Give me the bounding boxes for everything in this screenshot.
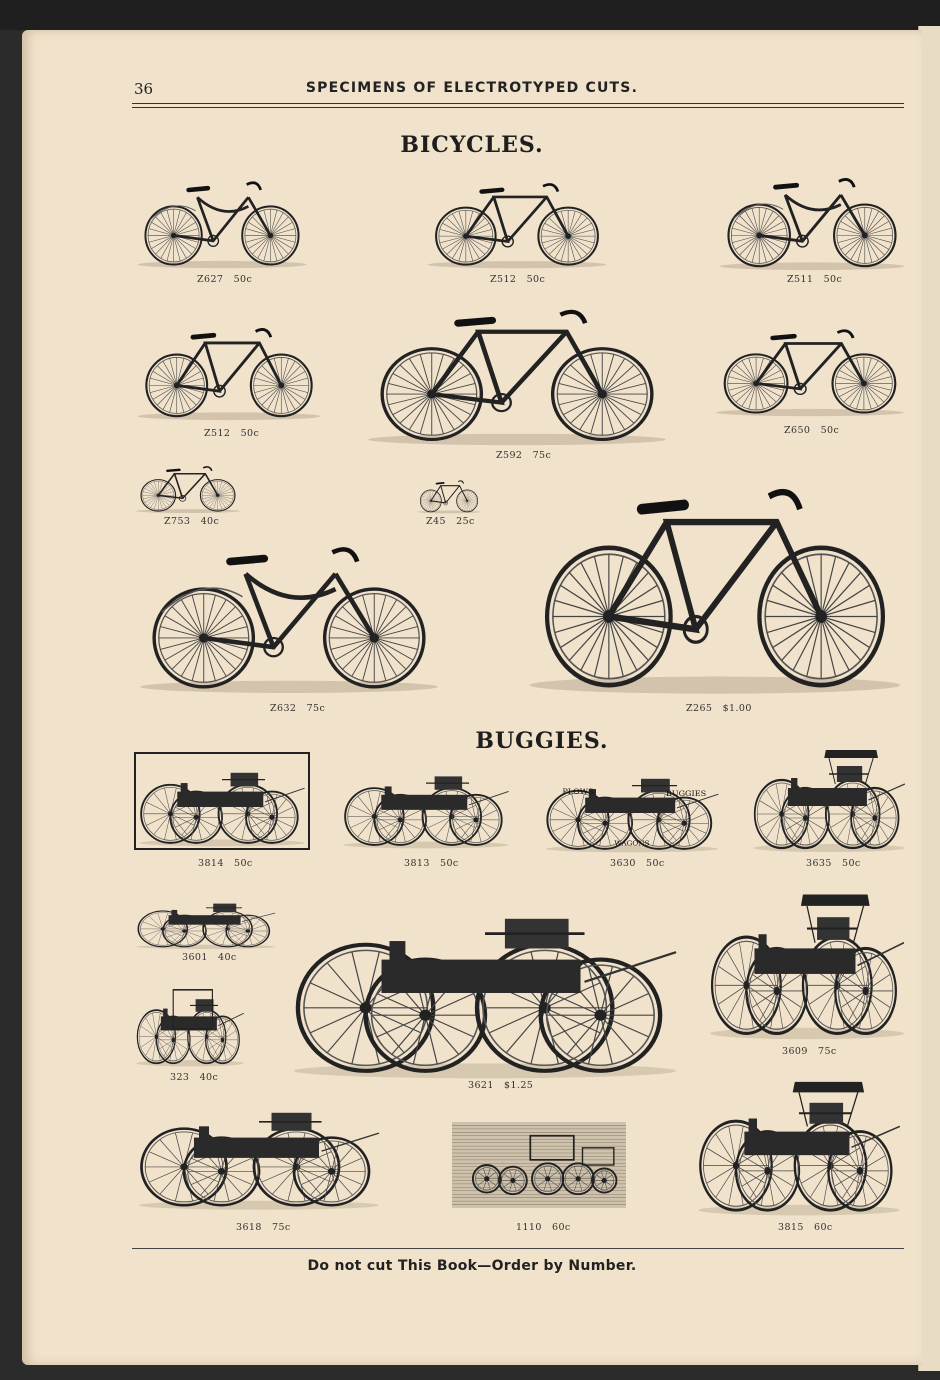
caption-z753: Z753 40c [164,516,220,527]
page-number: 36 [134,80,154,98]
buggies-title: BUGGIES. [475,728,609,754]
caption-z512-a: Z512 50c [490,274,546,285]
bicycle-cut-z265 [522,462,908,698]
buggy-cut-3815 [694,1074,904,1218]
scan-background [0,0,940,30]
caption-3618: 3618 75c [236,1222,291,1233]
caption-1110: 1110 60c [516,1222,571,1233]
buggy-cut-1110 [452,1122,626,1208]
buggy-cut-323 [134,982,246,1068]
caption-3815: 3815 60c [778,1222,833,1233]
caption-z265: Z265 $1.00 [686,703,752,714]
buggy-cut-3618 [134,1088,384,1212]
buggy-cut-3814 [134,752,310,850]
caption-z592: Z592 75c [496,450,552,461]
buggy-cut-3630 [542,760,722,854]
svg-text:BUGGIES: BUGGIES [665,789,707,798]
bicycle-cut-z512-a [424,172,610,270]
buggy-cut-3635 [750,744,908,854]
catalog-page [22,30,922,1365]
buggy-cut-3601 [134,892,278,950]
caption-z512-b: Z512 50c [204,428,260,439]
buggy-cut-3813 [340,758,512,850]
bicycle-cut-z650 [712,318,908,418]
svg-text:PLOWS: PLOWS [562,787,594,797]
caption-z627: Z627 50c [197,274,253,285]
bicycle-cut-z627 [134,170,310,270]
bicycle-cut-z512-b [134,316,324,422]
caption-3814: 3814 50c [198,858,253,869]
caption-z511: Z511 50c [787,274,843,285]
footer-note: Do not cut This Book—Order by Number. [307,1258,637,1274]
caption-323: 323 40c [170,1072,219,1083]
caption-z45: Z45 25c [426,516,475,527]
caption-3630: 3630 50c [610,858,665,869]
bicycle-cut-z753 [134,460,242,514]
bicycle-cut-z45 [416,476,482,514]
bicycle-cut-z592 [362,292,672,448]
buggy-cut-3621 [286,878,684,1082]
bicycle-cut-z511 [716,166,908,272]
caption-3601: 3601 40c [182,952,237,963]
svg-text:WAGONS: WAGONS [614,838,650,848]
caption-z650: Z650 50c [784,425,840,436]
header-rule [132,103,904,104]
caption-3813: 3813 50c [404,858,459,869]
caption-3609: 3609 75c [782,1046,837,1057]
caption-z632: Z632 75c [270,703,326,714]
bicycle-cut-z632 [134,528,444,696]
running-head: SPECIMENS OF ELECTROTYPED CUTS. [305,80,639,96]
caption-3635: 3635 50c [806,858,861,869]
bicycles-title: BICYCLES. [400,132,544,158]
caption-3621: 3621 $1.25 [468,1080,534,1091]
footer-rule [132,1248,904,1249]
header-rule-thin [132,107,904,108]
buggy-cut-3609 [706,886,908,1042]
